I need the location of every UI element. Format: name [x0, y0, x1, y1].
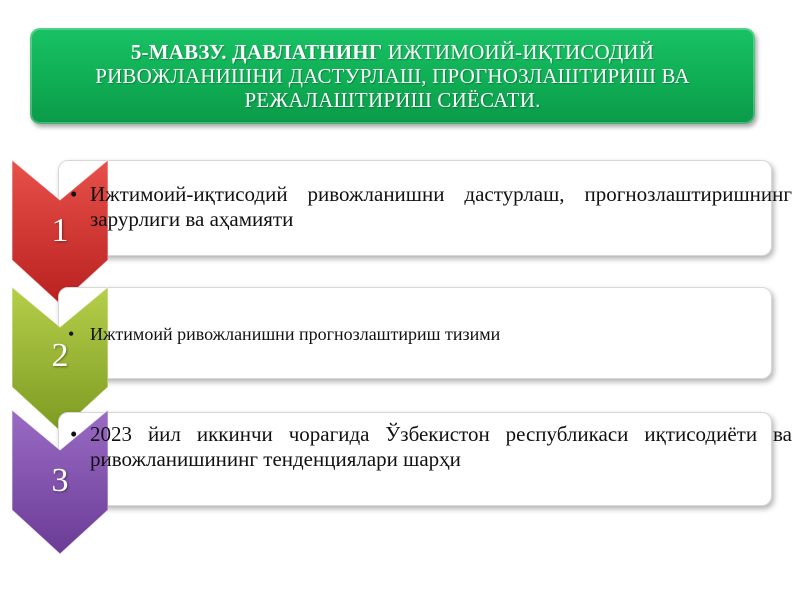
- item-1-number: 1: [51, 212, 69, 249]
- item-1-label: Ижтимоий-иқтисодий ривожланишни дастурлаш, прогнозлаштиришнинг зарурлиги ва аҳамияти: [90, 182, 792, 231]
- item-3-label: 2023 йил иккинчи чорагида Ўзбекистон республикаси иқтисодиёти ва ривожланишининг тенденциялари шарҳи: [90, 422, 792, 471]
- item-1-text: [70, 182, 792, 232]
- title-line3: РЕЖАЛАШТИРИШ СИЁСАТИ.: [244, 88, 541, 112]
- item-3-number: 3: [51, 462, 69, 499]
- slide-title: [95, 40, 690, 112]
- item-2-number: 2: [51, 337, 69, 374]
- item-2-text: [68, 322, 792, 347]
- title-banner: [30, 28, 755, 124]
- item-2-bullet: •: [68, 324, 75, 344]
- item-1-bullet: •: [70, 182, 78, 206]
- item-3-bullet: •: [70, 422, 78, 446]
- item-3-text: [70, 422, 792, 472]
- title-line1-rest: ИЖТИМОИЙ-ИҚТИСОДИЙ: [382, 40, 655, 64]
- title-line2: РИВОЖЛАНИШНИ ДАСТУРЛАШ, ПРОГНОЗЛАШТИРИШ ВА: [95, 64, 690, 88]
- title-bold-part: 5-МАВЗУ. ДАВЛАТНИНГ: [130, 40, 383, 64]
- item-2-label: Ижтимоий ривожланишни прогнозлаштириш тизими: [90, 324, 501, 344]
